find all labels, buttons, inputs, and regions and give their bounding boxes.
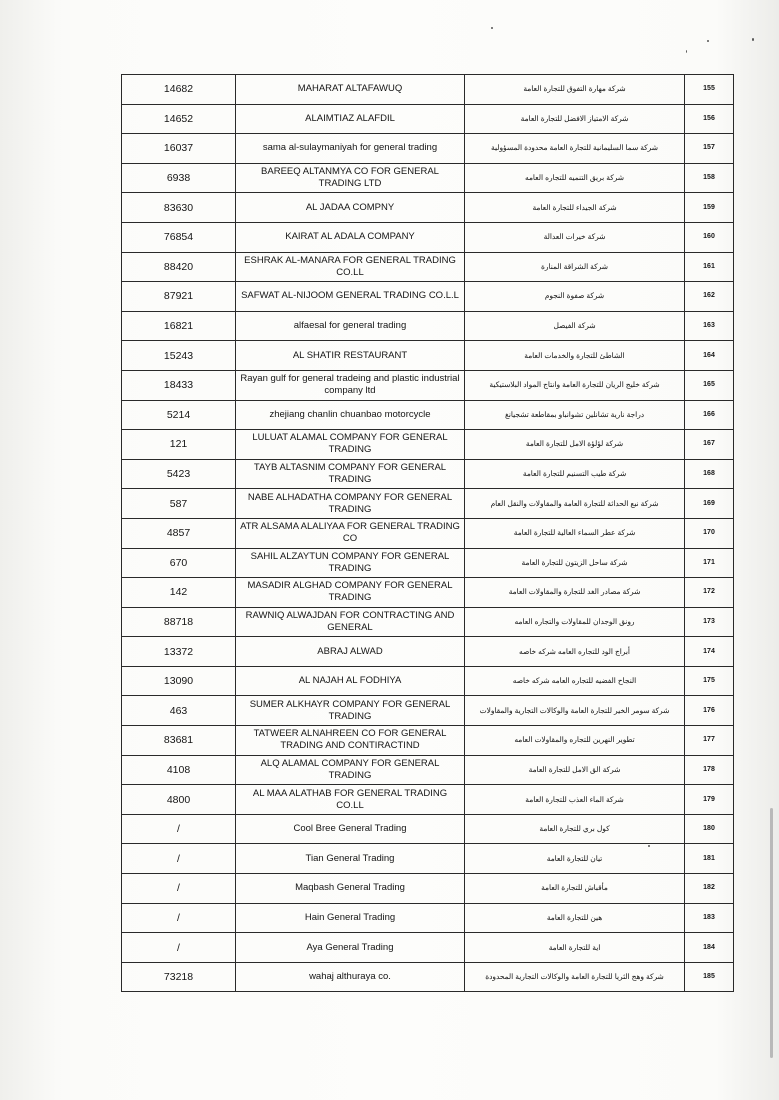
row-sequence-number: 156 xyxy=(685,104,734,134)
registration-number: 16821 xyxy=(122,311,236,341)
row-sequence-number: 155 xyxy=(685,75,734,105)
row-sequence-number: 177 xyxy=(685,726,734,756)
company-name-arabic: دراجة نارية تشانلين تشوانباو بمقاطعة تشجيانغ xyxy=(465,400,685,430)
company-name-english: AL MAA ALATHAB FOR GENERAL TRADING CO.LL xyxy=(236,785,465,815)
registration-number: 4800 xyxy=(122,785,236,815)
row-sequence-number: 168 xyxy=(685,459,734,489)
registration-number: 121 xyxy=(122,430,236,460)
company-name-english: MAHARAT ALTAFAWUQ xyxy=(236,75,465,105)
company-name-arabic: شركة خليج الريان للتجارة العامة وانتاج المواد البلاستيكية xyxy=(465,370,685,400)
row-sequence-number: 175 xyxy=(685,666,734,696)
company-name-arabic: هين للتجارة العامة xyxy=(465,903,685,933)
table-row xyxy=(122,874,734,904)
registration-number: / xyxy=(122,903,236,933)
scan-speck xyxy=(752,38,754,41)
row-sequence-number: 173 xyxy=(685,607,734,637)
company-name-arabic: شركة بريق التنميه للتجاره العامه xyxy=(465,163,685,193)
company-name-arabic: مأقباش للتجارة العامة xyxy=(465,874,685,904)
registration-number: 6938 xyxy=(122,163,236,193)
company-name-arabic: رونق الوجدان للمقاولات والتجاره العامه xyxy=(465,607,685,637)
table-row xyxy=(122,607,734,637)
company-name-english: AL NAJAH AL FODHIYA xyxy=(236,666,465,696)
registration-number: 13372 xyxy=(122,637,236,667)
company-name-arabic: شركة مهارة التفوق للتجارة العامة xyxy=(465,75,685,105)
row-sequence-number: 183 xyxy=(685,903,734,933)
company-name-english: ALAIMTIAZ ALAFDIL xyxy=(236,104,465,134)
registration-number: 15243 xyxy=(122,341,236,371)
registration-number: 5214 xyxy=(122,400,236,430)
registration-number: / xyxy=(122,933,236,963)
company-name-english: ESHRAK AL-MANARA FOR GENERAL TRADING CO.LL xyxy=(236,252,465,282)
company-name-arabic: شركة وهج الثريا للتجارة العامة والوكالات التجارية المحدودة xyxy=(465,962,685,992)
registration-number: 5423 xyxy=(122,459,236,489)
registration-number: 83630 xyxy=(122,193,236,223)
table-row xyxy=(122,430,734,460)
registration-number: / xyxy=(122,814,236,844)
registration-number: 13090 xyxy=(122,666,236,696)
company-name-arabic: شركة لؤلؤة الامل للتجارة العامة xyxy=(465,430,685,460)
company-name-arabic: شركة الفيصل xyxy=(465,311,685,341)
company-name-arabic: تطوير النهرين للتجاره والمقاولات العامه xyxy=(465,726,685,756)
registration-number: 76854 xyxy=(122,222,236,252)
company-name-english: RAWNIQ ALWAJDAN FOR CONTRACTING AND GENERAL xyxy=(236,607,465,637)
registration-number: 87921 xyxy=(122,282,236,312)
company-name-english: SUMER ALKHAYR COMPANY FOR GENERAL TRADING xyxy=(236,696,465,726)
company-name-arabic: النجاح الفضيه للتجاره العامه شركه خاصه xyxy=(465,666,685,696)
company-name-english: ATR ALSAMA ALALIYAA FOR GENERAL TRADING CO xyxy=(236,518,465,548)
registration-number: 587 xyxy=(122,489,236,519)
row-sequence-number: 165 xyxy=(685,370,734,400)
table-row xyxy=(122,755,734,785)
table-row xyxy=(122,252,734,282)
row-sequence-number: 163 xyxy=(685,311,734,341)
row-sequence-number: 171 xyxy=(685,548,734,578)
table-row xyxy=(122,400,734,430)
table-row xyxy=(122,726,734,756)
table-row xyxy=(122,134,734,164)
row-sequence-number: 161 xyxy=(685,252,734,282)
company-name-arabic: شركة ساحل الزيتون للتجارة العامة xyxy=(465,548,685,578)
company-name-english: LULUAT ALAMAL COMPANY FOR GENERAL TRADING xyxy=(236,430,465,460)
company-name-english: SAHIL ALZAYTUN COMPANY FOR GENERAL TRADING xyxy=(236,548,465,578)
row-sequence-number: 159 xyxy=(685,193,734,223)
table-row xyxy=(122,518,734,548)
company-name-arabic: شركة طيب التسنيم للتجارة العامة xyxy=(465,459,685,489)
registration-number: 18433 xyxy=(122,370,236,400)
company-name-arabic: شركة الجيداء للتجارة العامة xyxy=(465,193,685,223)
company-name-english: AL SHATIR RESTAURANT xyxy=(236,341,465,371)
table-row xyxy=(122,282,734,312)
company-name-arabic: شركة صفوة النجوم xyxy=(465,282,685,312)
company-name-english: ABRAJ ALWAD xyxy=(236,637,465,667)
registration-number: 14652 xyxy=(122,104,236,134)
row-sequence-number: 174 xyxy=(685,637,734,667)
table-row xyxy=(122,370,734,400)
registration-number: 88420 xyxy=(122,252,236,282)
scrollbar[interactable] xyxy=(770,808,773,1058)
company-name-arabic: شركة مصادر الغد للتجارة والمقاولات العامة xyxy=(465,578,685,608)
registration-number: 73218 xyxy=(122,962,236,992)
row-sequence-number: 160 xyxy=(685,222,734,252)
company-name-english: TATWEER ALNAHREEN CO FOR GENERAL TRADING AND CONTIRACTIND xyxy=(236,726,465,756)
row-sequence-number: 164 xyxy=(685,341,734,371)
row-sequence-number: 178 xyxy=(685,755,734,785)
row-sequence-number: 179 xyxy=(685,785,734,815)
registration-number: 16037 xyxy=(122,134,236,164)
registration-number: / xyxy=(122,844,236,874)
company-name-english: sama al-sulaymaniyah for general trading xyxy=(236,134,465,164)
row-sequence-number: 176 xyxy=(685,696,734,726)
company-name-arabic: الشاطئ للتجارة والخدمات العامة xyxy=(465,341,685,371)
registration-number: 4857 xyxy=(122,518,236,548)
row-sequence-number: 158 xyxy=(685,163,734,193)
company-name-english: AL JADAA COMPNY xyxy=(236,193,465,223)
company-name-english: wahaj althuraya co. xyxy=(236,962,465,992)
row-sequence-number: 182 xyxy=(685,874,734,904)
row-sequence-number: 170 xyxy=(685,518,734,548)
company-name-english: NABE ALHADATHA COMPANY FOR GENERAL TRADING xyxy=(236,489,465,519)
table-row xyxy=(122,578,734,608)
scan-speck xyxy=(491,27,493,29)
company-name-arabic: شركة الشراقة المنارة xyxy=(465,252,685,282)
table-row xyxy=(122,814,734,844)
table-row xyxy=(122,163,734,193)
table-row xyxy=(122,933,734,963)
company-name-english: ALQ ALAMAL COMPANY FOR GENERAL TRADING xyxy=(236,755,465,785)
company-name-english: TAYB ALTASNIM COMPANY FOR GENERAL TRADING xyxy=(236,459,465,489)
company-name-english: Aya General Trading xyxy=(236,933,465,963)
table-row xyxy=(122,75,734,105)
table-row xyxy=(122,311,734,341)
registry-table-body xyxy=(122,75,734,992)
company-name-arabic: تيان للتجارة العامة xyxy=(465,844,685,874)
row-sequence-number: 185 xyxy=(685,962,734,992)
table-row xyxy=(122,637,734,667)
company-name-english: Hain General Trading xyxy=(236,903,465,933)
company-name-arabic: شركة خيرات العدالة xyxy=(465,222,685,252)
row-sequence-number: 162 xyxy=(685,282,734,312)
table-row xyxy=(122,104,734,134)
company-name-english: Cool Bree General Trading xyxy=(236,814,465,844)
row-sequence-number: 184 xyxy=(685,933,734,963)
scan-speck xyxy=(686,50,687,53)
company-name-english: Maqbash General Trading xyxy=(236,874,465,904)
company-name-english: Rayan gulf for general tradeing and plastic industrial company ltd xyxy=(236,370,465,400)
company-name-arabic: شركة عطر السماء العالية للتجارة العامة xyxy=(465,518,685,548)
table-row xyxy=(122,962,734,992)
row-sequence-number: 166 xyxy=(685,400,734,430)
table-row xyxy=(122,548,734,578)
row-sequence-number: 157 xyxy=(685,134,734,164)
company-name-english: Tian General Trading xyxy=(236,844,465,874)
company-name-arabic: كول بري للتجارة العامة xyxy=(465,814,685,844)
company-registry-table xyxy=(121,74,734,992)
row-sequence-number: 180 xyxy=(685,814,734,844)
table-row xyxy=(122,193,734,223)
scan-speck xyxy=(707,40,709,42)
registration-number: 670 xyxy=(122,548,236,578)
company-name-arabic: اية للتجارة العامة xyxy=(465,933,685,963)
registration-number: 4108 xyxy=(122,755,236,785)
row-sequence-number: 167 xyxy=(685,430,734,460)
company-name-arabic: شركة سومر الخير للتجارة العامة والوكالات التجارية والمقاولات xyxy=(465,696,685,726)
company-name-arabic: شركة نبع الحداثة للتجارة العامة والمقاولات والنقل العام xyxy=(465,489,685,519)
company-name-english: alfaesal for general trading xyxy=(236,311,465,341)
registration-number: 463 xyxy=(122,696,236,726)
registration-number: 88718 xyxy=(122,607,236,637)
company-name-arabic: شركة الامتياز الافضل للتجارة العامة xyxy=(465,104,685,134)
registration-number: 14682 xyxy=(122,75,236,105)
row-sequence-number: 169 xyxy=(685,489,734,519)
company-name-arabic: شركة سما السليمانية للتجارة العامة محدودة المسؤولية xyxy=(465,134,685,164)
table-row xyxy=(122,666,734,696)
company-name-english: SAFWAT AL-NIJOOM GENERAL TRADING CO.L.L xyxy=(236,282,465,312)
table-row xyxy=(122,844,734,874)
registration-number: / xyxy=(122,874,236,904)
table-row xyxy=(122,785,734,815)
company-name-english: MASADIR ALGHAD COMPANY FOR GENERAL TRADING xyxy=(236,578,465,608)
table-row xyxy=(122,222,734,252)
table-row xyxy=(122,459,734,489)
row-sequence-number: 181 xyxy=(685,844,734,874)
registration-number: 142 xyxy=(122,578,236,608)
company-name-english: zhejiang chanlin chuanbao motorcycle xyxy=(236,400,465,430)
table-row xyxy=(122,903,734,933)
company-name-arabic: أبراج الود للتجاره العامه شركه خاصه xyxy=(465,637,685,667)
company-name-arabic: شركة الماء العذب للتجارة العامة xyxy=(465,785,685,815)
company-name-english: KAIRAT AL ADALA COMPANY xyxy=(236,222,465,252)
registration-number: 83681 xyxy=(122,726,236,756)
company-name-arabic: شركة الق الامل للتجارة العامة xyxy=(465,755,685,785)
row-sequence-number: 172 xyxy=(685,578,734,608)
company-name-english: BAREEQ ALTANMYA CO FOR GENERAL TRADING LTD xyxy=(236,163,465,193)
table-row xyxy=(122,696,734,726)
table-row xyxy=(122,489,734,519)
table-row xyxy=(122,341,734,371)
